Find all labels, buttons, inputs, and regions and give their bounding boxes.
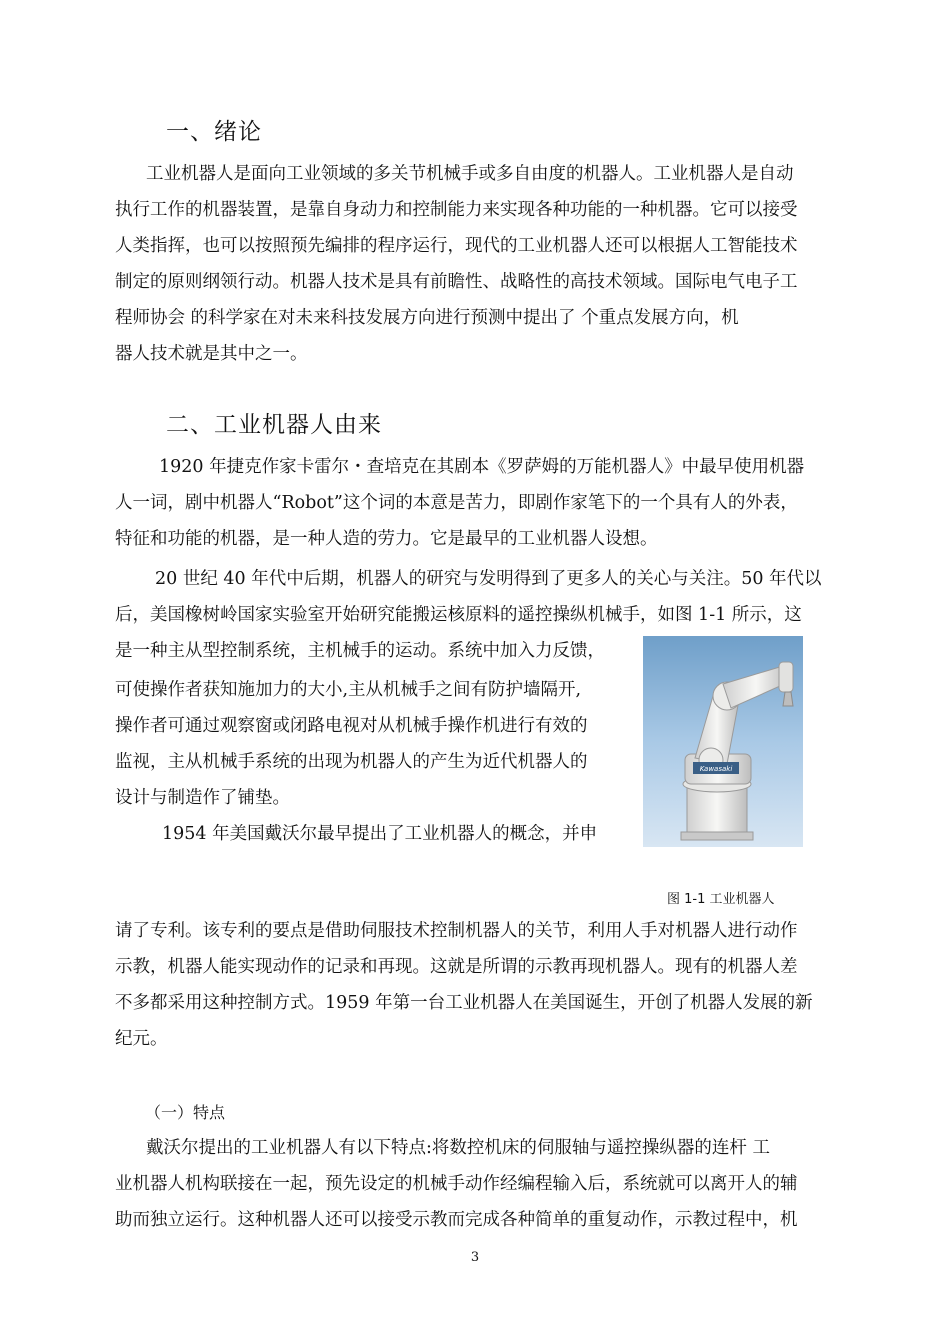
section-heading-introduction: 一、绪论 (166, 119, 262, 145)
paragraph-line: 纪元。 (115, 1029, 168, 1049)
paragraph-line: 操作者可通过观察窗或闭路电视对从机械手操作机进行有效的 (115, 716, 588, 736)
paragraph-line: 人类指挥，也可以按照预先编排的程序运行，现代的工业机器人还可以根据人工智能技术 (115, 236, 798, 256)
paragraph-line: 执行工作的机器装置，是靠自身动力和控制能力来实现各种功能的一种机器。它可以接受 (115, 200, 798, 220)
paragraph-line: 监视，主从机械手系统的出现为机器人的产生为近代机器人的 (115, 752, 588, 772)
paragraph-line: 20 世纪 40 年代中后期，机器人的研究与发明得到了更多人的关心与关注。50 年代以 (155, 569, 822, 589)
paragraph-line: 后，美国橡树岭国家实验室开始研究能搬运核原料的遥控操纵机械手，如图 1-1 所示，这 (115, 605, 802, 625)
paragraph-line: 是一种主从型控制系统，主机械手的运动。系统中加入力反馈， (115, 641, 605, 661)
paragraph-line: 设计与制造作了铺垫。 (115, 788, 290, 808)
paragraph-line: 器人技术就是其中之一。 (115, 344, 308, 364)
paragraph-line: 1954 年美国戴沃尔最早提出了工业机器人的概念，并申 (162, 824, 598, 844)
section-heading-origin: 二、工业机器人由来 (166, 412, 382, 438)
paragraph-line: 1920 年捷克作家卡雷尔・查培克在其剧本《罗萨姆的万能机器人》中最早使用机器 (159, 457, 805, 477)
robot-brand-label: Kawasaki (699, 765, 733, 773)
paragraph-line: 戴沃尔提出的工业机器人有以下特点:将数控机床的伺服轴与遥控操纵器的连杆 工 (146, 1138, 770, 1158)
paragraph-line: 程师协会 的科学家在对未来科技发展方向进行预测中提出了 个重点发展方向，机 (115, 308, 739, 328)
paragraph-line: 不多都采用这种控制方式。1959 年第一台工业机器人在美国诞生，开创了机器人发展的新 (115, 993, 813, 1013)
figure-caption: 图 1-1 工业机器人 (667, 892, 775, 907)
paragraph-line: 业机器人机构联接在一起，预先设定的机械手动作经编程输入后，系统就可以离开人的辅 (115, 1174, 798, 1194)
industrial-robot-image (643, 636, 803, 847)
page-number: 3 (470, 1250, 480, 1265)
paragraph-line: 可使操作者获知施加力的大小,主从机械手之间有防护墙隔开, (115, 680, 582, 700)
paragraph-line: 请了专利。该专利的要点是借助伺服技术控制机器人的关节，利用人手对机器人进行动作 (115, 921, 798, 941)
subsection-heading-features: （一）特点 (145, 1103, 226, 1122)
paragraph-line: 助而独立运行。这种机器人还可以接受示教而完成各种简单的重复动作，示教过程中，机 (115, 1210, 798, 1230)
paragraph-line: 人一词，剧中机器人“Robot”这个词的本意是苦力，即剧作家笔下的一个具有人的外表， (115, 493, 798, 513)
paragraph-line: 制定的原则纲领行动。机器人技术是具有前瞻性、战略性的高技术领域。国际电气电子工 (115, 272, 798, 292)
paragraph-line: 工业机器人是面向工业领域的多关节机械手或多自由度的机器人。工业机器人是自动 (146, 164, 794, 184)
paragraph-line: 示教，机器人能实现动作的记录和再现。这就是所谓的示教再现机器人。现有的机器人差 (115, 957, 798, 977)
paragraph-line: 特征和功能的机器，是一种人造的劳力。它是最早的工业机器人设想。 (115, 529, 658, 549)
